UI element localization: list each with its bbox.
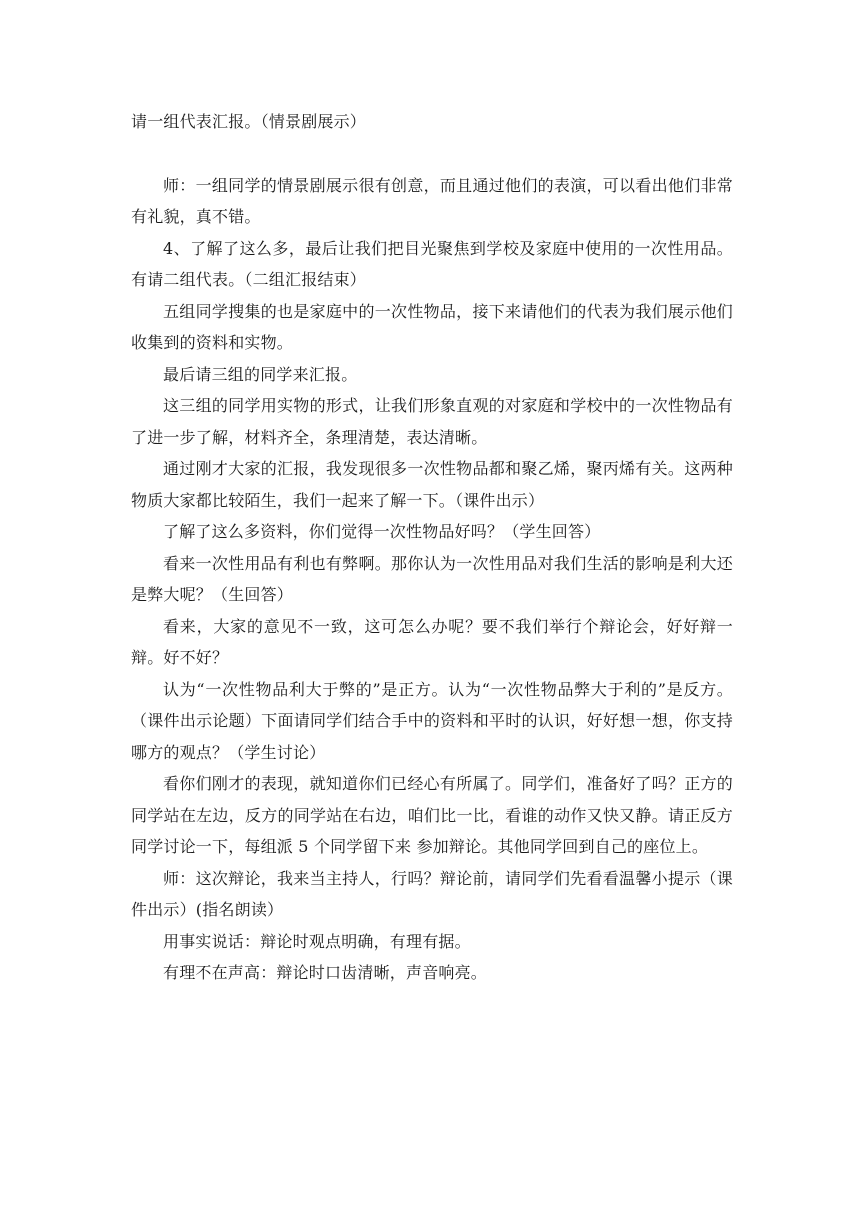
- paragraph: 认为“一次性物品利大于弊的”是正方。认为“一次性物品弊大于利的”是反方。（课件出示论题）下面请同学们结合手中的资料和平时的认识，好好想一想，你支持哪方的观点？（学生讨论）: [131, 679, 733, 762]
- paragraph: 看你们刚才的表现，就知道你们已经心有所属了。同学们，准备好了吗？正方的同学站在左边，反方的同学站在右边，咱们比一比，看谁的动作又快又静。请正反方同学讨论一下，每组派 5 个同学留下来 参加辩论。其他同学回到自己的座位上。: [131, 774, 733, 856]
- paragraph: 有理不在声高：辩论时口齿清晰，声音响亮。: [163, 963, 488, 982]
- document-body: [131, 106, 733, 989]
- paragraph: 师：一组同学的情景剧展示很有创意，而且通过他们的表演，可以看出他们非常有礼貌，真不错。: [131, 175, 733, 226]
- paragraph: 请一组代表汇报。（情景剧展示）: [131, 112, 367, 131]
- paragraph: 最后请三组的同学来汇报。: [163, 364, 358, 384]
- paragraph: 这三组的同学用实物的形式，让我们形象直观的对家庭和学校中的一次性物品有了进一步了解，材料齐全，条理清楚，表达清晰。: [131, 396, 733, 447]
- paragraph: 用事实说话：辩论时观点明确，有理有据。: [163, 931, 471, 951]
- paragraph: 通过刚才大家的汇报，我发现很多一次性物品都和聚乙烯，聚丙烯有关。这两种物质大家都比较陌生，我们一起来了解一下。（课件出示）: [131, 459, 733, 510]
- paragraph: 看来，大家的意见不一致，这可怎么办呢？要不我们举行个辩论会，好好辩一辩。好不好？: [131, 616, 733, 667]
- paragraph: 了解了这么多资料，你们觉得一次性物品好吗？（学生回答）: [163, 522, 601, 541]
- paragraph: 4、了解了这么多，最后让我们把目光聚焦到学校及家庭中使用的一次性用品。有请二组代表。（二组汇报结束）: [131, 238, 733, 289]
- paragraph: 师：这次辩论，我来当主持人，行吗？辩论前，请同学们先看看温馨小提示（课件出示）(指名朗读）: [131, 868, 733, 919]
- paragraph: 五组同学搜集的也是家庭中的一次性物品，接下来请他们的代表为我们展示他们收集到的资料和实物。: [131, 301, 733, 352]
- paragraph: 看来一次性用品有利也有弊啊。那你认为一次性用品对我们生活的影响是利大还是弊大呢？（生回答）: [131, 553, 733, 604]
